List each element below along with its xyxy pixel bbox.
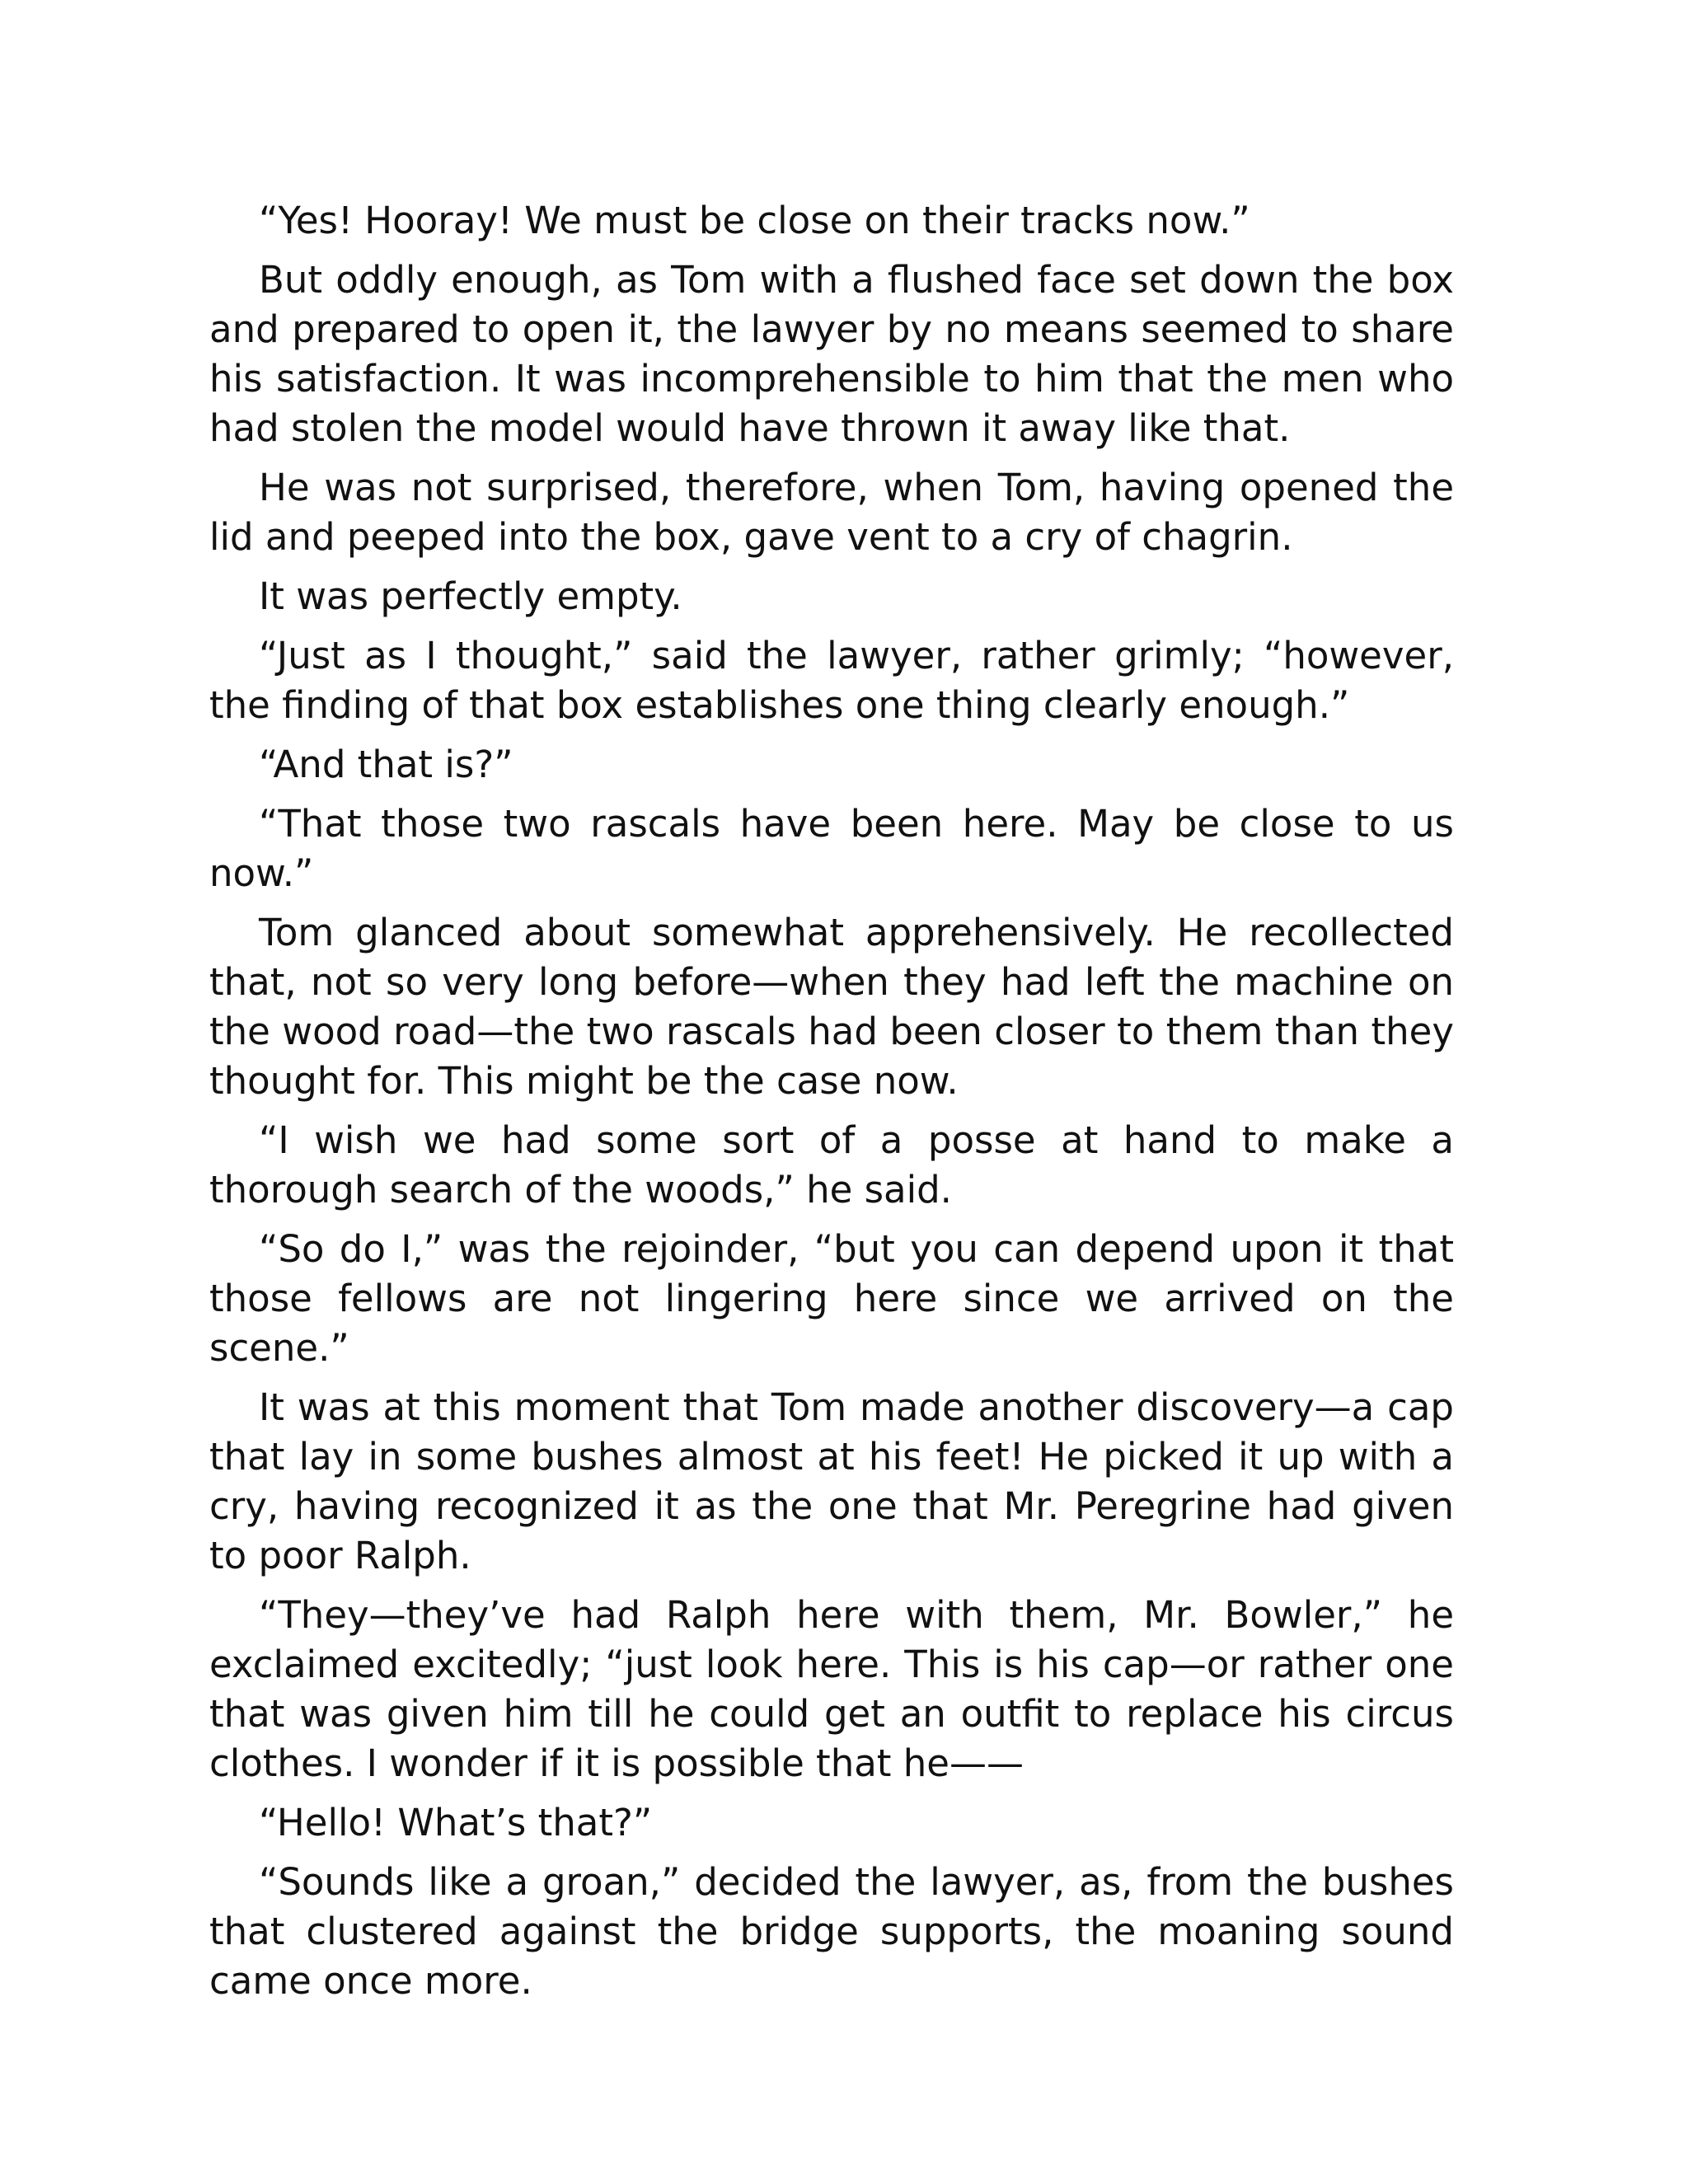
paragraph: It was perfectly empty. [259, 574, 682, 618]
paragraph: But oddly enough, as Tom with a flushed face set down the box and prepared to open it, the lawyer by no means seemed to share his satisfaction. It was incomprehensible to him that the men who had stolen the model would have thrown it away like that. [209, 258, 1454, 450]
paragraph: “They—they’ve had Ralph here with them, Mr. Bowler,” he exclaimed excitedly; “just look here. This is his cap—or rather one that was given him till he could get an outfit to replace his circus clothes. I wonder if it is possible that he—— [209, 1593, 1454, 1785]
paragraph: He was not surprised, therefore, when Tom, having opened the lid and peeped into the box, gave vent to a cry of chagrin. [209, 466, 1454, 559]
page-body [209, 196, 1454, 2016]
paragraph: “Just as I thought,” said the lawyer, rather grimly; “however, the finding of that box establishes one thing clearly enough.” [209, 634, 1454, 727]
paragraph: “That those two rascals have been here. May be close to us now.” [209, 802, 1454, 895]
paragraph: “And that is?” [259, 743, 513, 786]
paragraph: “So do I,” was the rejoinder, “but you can depend upon it that those fellows are not lingering here since we arrived on the scene.” [209, 1227, 1454, 1370]
paragraph: “Hello! What’s that?” [259, 1801, 653, 1844]
paragraph: Tom glanced about somewhat apprehensively. He recollected that, not so very long before—when they had left the machine on the wood road—the two rascals had been closer to them than they thought for. This might be the case now. [209, 911, 1454, 1103]
paragraph: “I wish we had some sort of a posse at hand to make a thorough search of the woods,” he said. [209, 1118, 1454, 1212]
paragraph: “Yes! Hooray! We must be close on their tracks now.” [259, 199, 1250, 242]
paragraph: “Sounds like a groan,” decided the lawyer, as, from the bushes that clustered against the bridge supports, the moaning sound came once more. [209, 1860, 1454, 2003]
paragraph: It was at this moment that Tom made another discovery—a cap that lay in some bushes almost at his feet! He picked it up with a cry, having recognized it as the one that Mr. Peregrine had given to poor Ralph. [209, 1385, 1454, 1577]
